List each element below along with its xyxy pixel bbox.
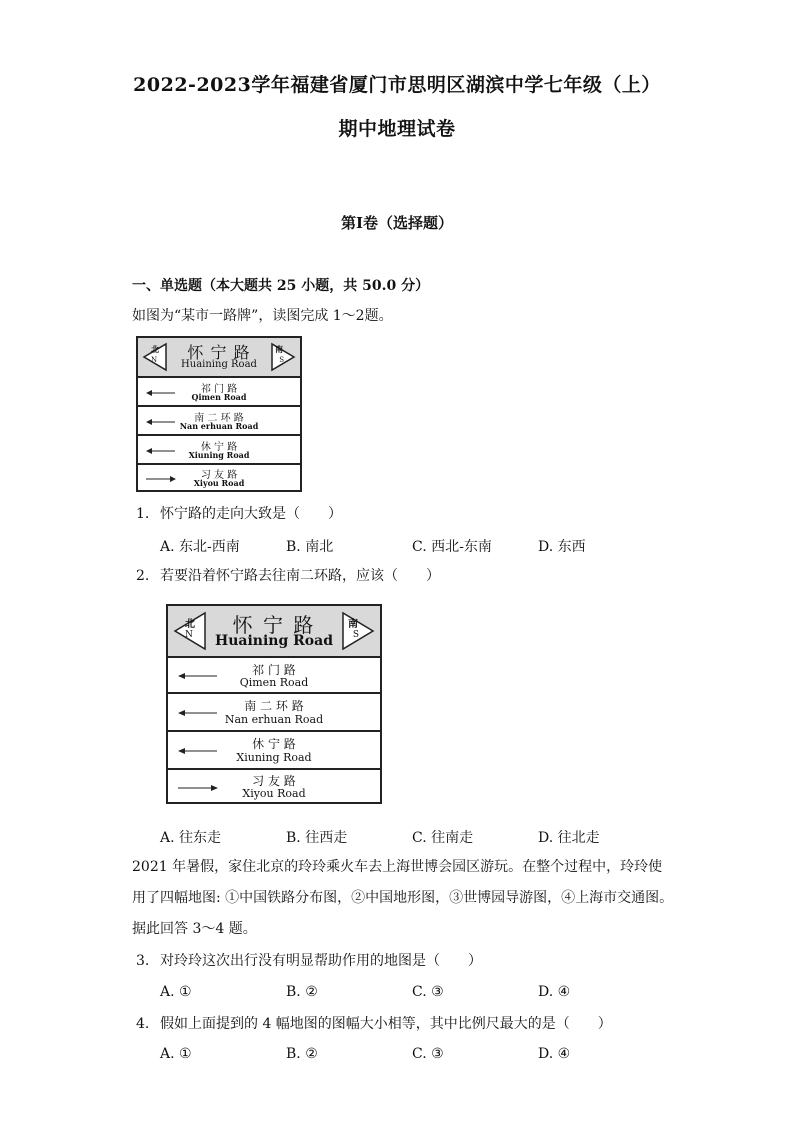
- north-label-en: N: [185, 630, 193, 640]
- question-2-option-a[interactable]: A. 往东走: [160, 830, 222, 846]
- question-4-option-d[interactable]: D. ④: [538, 1046, 571, 1062]
- question-1-option-b[interactable]: B. 南北: [286, 539, 334, 555]
- sign-road-name-en: Huaining Road: [215, 633, 333, 649]
- title-line-1: 2022-2023学年福建省厦门市思明区湖滨中学七年级（上）: [133, 74, 661, 96]
- question-1-text: 怀宁路的走向大致是（ ）: [160, 506, 342, 522]
- question-4-option-c[interactable]: C. ③: [412, 1046, 444, 1062]
- question-4-option-b[interactable]: B. ②: [286, 1046, 318, 1062]
- question-2-number: 2.: [136, 568, 150, 584]
- sign-header: [168, 606, 380, 658]
- passage-line-1: 2021 年暑假，家住北京的玲玲乘火车去上海世博会园区游玩。在整个过程中，玲玲使: [132, 859, 663, 875]
- sign-row-cn: 休 宁 路: [200, 442, 238, 453]
- sign-road-name-cn: 怀 宁 路: [232, 613, 316, 637]
- sign-row-cn: 祁 门 路: [200, 384, 238, 395]
- south-label-en: S: [352, 630, 359, 640]
- question-2-option-b[interactable]: B. 往西走: [286, 830, 348, 846]
- sign-row-qimen: [138, 378, 300, 407]
- sign-row-en: Qimen Road: [191, 392, 247, 402]
- road-sign-figure-2: [166, 604, 382, 804]
- intro-text: 如图为“某市一路牌”，读图完成 1～2题。: [132, 308, 393, 324]
- section-title: 第I卷（选择题）: [340, 214, 454, 232]
- question-1-number: 1.: [136, 506, 150, 522]
- question-3-option-a[interactable]: A. ①: [160, 984, 192, 1000]
- sign-row-xiyou: [168, 770, 380, 804]
- sign-road-name-cn: 怀 宁 路: [187, 343, 251, 362]
- sign-header: [138, 338, 300, 378]
- question-3-option-d[interactable]: D. ④: [538, 984, 571, 1000]
- sign-row-cn: 南 二 环 路: [194, 413, 244, 424]
- part-heading: 一、单选题（本大题共 25 小题，共 50.0 分）: [132, 278, 430, 294]
- sign-road-name-en: Huaining Road: [181, 359, 257, 370]
- sign-row-xiyou: [138, 465, 300, 492]
- north-label-en: N: [151, 356, 158, 364]
- sign-row-nanerhuan: [138, 407, 300, 436]
- sign-row-en: Xiyou Road: [193, 478, 245, 488]
- question-4-number: 4.: [136, 1016, 150, 1032]
- question-1-option-c[interactable]: C. 西北-东南: [412, 539, 492, 555]
- sign-row-xiuning: [168, 732, 380, 770]
- question-1-option-a[interactable]: A. 东北-西南: [160, 539, 240, 555]
- question-2-option-d[interactable]: D. 往北走: [538, 830, 600, 846]
- question-2-option-c[interactable]: C. 往南走: [412, 830, 474, 846]
- question-2-text: 若要沿着怀宁路去往南二环路，应该（ ）: [160, 568, 440, 584]
- sign-row-en: Xiuning Road: [236, 751, 312, 764]
- passage-line-2: 用了四幅地图: ①中国铁路分布图，②中国地形图，③世博园导游图，④上海市交通图。: [132, 890, 674, 906]
- sign-row-en: Qimen Road: [239, 676, 309, 689]
- question-4-text: 假如上面提到的 4 幅地图的图幅大小相等，其中比例尺最大的是（ ）: [160, 1016, 612, 1032]
- sign-row-xiuning: [138, 436, 300, 465]
- sign-row-en: Nan erhuan Road: [224, 713, 324, 726]
- sign-row-cn: 南 二 环 路: [244, 699, 304, 713]
- sign-row-en: Xiuning Road: [188, 450, 250, 460]
- question-3-text: 对玲玲这次出行没有明显帮助作用的地图是（ ）: [160, 953, 482, 969]
- north-label-cn: 北: [151, 344, 159, 354]
- road-sign-figure-1: [136, 336, 302, 492]
- sign-row-en: Xiyou Road: [242, 787, 306, 800]
- passage-line-3: 据此回答 3～4 题。: [132, 921, 257, 937]
- question-3-option-c[interactable]: C. ③: [412, 984, 444, 1000]
- question-1-option-d[interactable]: D. 东西: [538, 539, 586, 555]
- sign-row-cn: 祁 门 路: [252, 663, 296, 677]
- question-3-option-b[interactable]: B. ②: [286, 984, 318, 1000]
- question-3-number: 3.: [136, 953, 150, 969]
- south-label-cn: 南: [275, 344, 283, 354]
- north-label-cn: 北: [185, 619, 195, 630]
- south-label-en: S: [279, 356, 284, 364]
- sign-row-nanerhuan: [168, 694, 380, 732]
- title-line-2: 期中地理试卷: [338, 118, 456, 140]
- south-label-cn: 南: [348, 619, 358, 630]
- sign-row-cn: 休 宁 路: [252, 737, 296, 751]
- question-4-option-a[interactable]: A. ①: [160, 1046, 192, 1062]
- sign-row-qimen: [168, 658, 380, 694]
- sign-row-en: Nan erhuan Road: [179, 421, 259, 431]
- sign-row-cn: 习 友 路: [252, 774, 296, 788]
- sign-row-cn: 习 友 路: [200, 470, 238, 481]
